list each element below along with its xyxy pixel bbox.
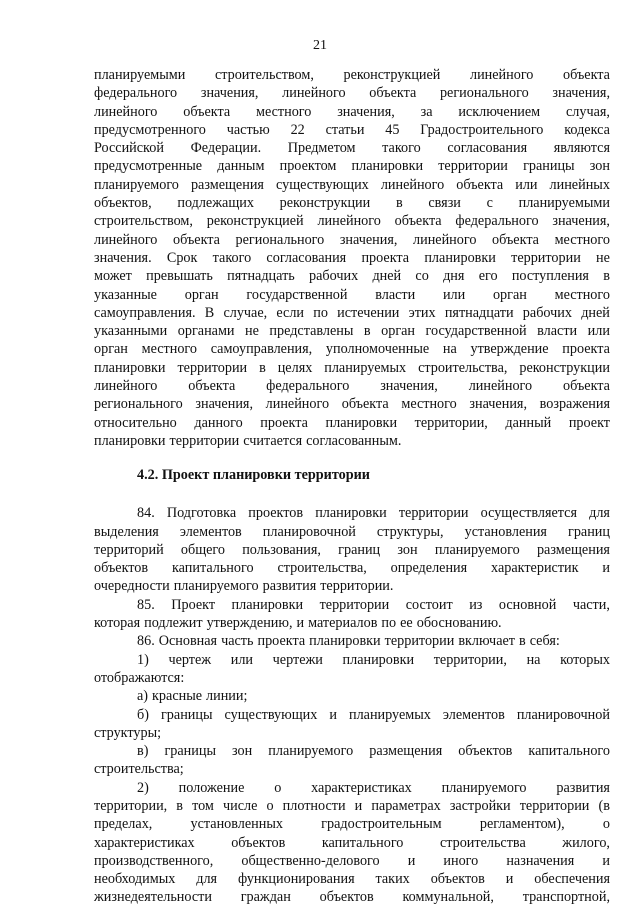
text-line: жизнедеятельности граждан объектов коммунальной, транспортной, <box>94 889 610 906</box>
text-line: может превышать пятнадцать рабочих дней со дня его поступления в <box>94 268 610 285</box>
text-line: планировки территории в целях планируемых строительства, реконструкции <box>94 359 610 376</box>
page-content <box>94 66 610 907</box>
text-line: объектов, подлежащих реконструкции в связи с планируемыми <box>94 195 610 212</box>
text-line: выделения элементов планировочной структуры, установления границ <box>94 523 610 540</box>
text-line: строительства; <box>94 761 184 778</box>
section-heading: 4.2. Проект планировки территории <box>137 467 370 484</box>
text-line: территории, в том числе о плотности и параметрах застройки территории (в <box>94 797 610 814</box>
text-line: производственного, общественно-делового и иного назначения и <box>94 852 610 869</box>
text-line: территорий общего пользования, границ зон планируемого размещения <box>94 541 610 558</box>
text-line: 84. Подготовка проектов планировки территории осуществляется для <box>137 505 610 522</box>
text-line: значения. Срок такого согласования проекта планировки территории не <box>94 249 610 266</box>
text-line: структуры; <box>94 724 162 741</box>
text-line: Российской Федерации. Предметом такого согласования являются <box>94 140 610 157</box>
text-line: планировки территории считается согласованным. <box>94 432 402 449</box>
paragraph-block-approval <box>94 66 610 450</box>
text-line: характеристиках объектов капитального строительства жилого, <box>94 834 610 851</box>
text-line: указанные орган государственной власти или орган местного <box>94 286 610 303</box>
text-line: очередности планируемого развития территории. <box>94 578 394 595</box>
text-line: планируемыми строительством, реконструкцией линейного объекта <box>94 67 610 83</box>
text-line: относительно данного проекта планировки территории, данный проект <box>94 414 610 431</box>
text-line: в) границы зон планируемого размещения объектов капитального <box>137 743 610 760</box>
text-line: 85. Проект планировки территории состоит из основной части, <box>137 596 610 613</box>
text-line: отображаются: <box>94 669 185 686</box>
text-line: строительством, реконструкцией линейного объекта федерального значения, <box>94 213 610 230</box>
text-line: самоуправления. В случае, если по истечении этих пятнадцати рабочих дней <box>94 304 610 321</box>
text-line: б) границы существующих и планируемых элементов планировочной <box>137 706 610 723</box>
text-line: 2) положение о характеристиках планируемого развития <box>137 779 610 796</box>
page-number: 21 <box>313 38 327 53</box>
text-line: объектов капитального строительства, определения характеристик и <box>94 560 610 577</box>
text-line: регионального значения, линейного объекта местного значения, возражения <box>94 396 610 413</box>
text-line: которая подлежит утверждению, и материалов по ее обоснованию. <box>94 615 502 632</box>
text-line: пределах, установленных градостроительным регламентом), о <box>94 816 610 833</box>
text-line: необходимых для функционирования таких объектов и обеспечения <box>94 871 610 888</box>
text-line: 86. Основная часть проекта планировки территории включает в себя: <box>137 633 560 650</box>
text-line: указанными органами не представлены в орган государственной власти или <box>94 323 610 340</box>
text-line: предусмотренного частью 22 статьи 45 Градостроительного кодекса <box>94 121 610 138</box>
text-line: федерального значения, линейного объекта регионального значения, <box>94 85 610 102</box>
text-line: орган местного самоуправления, уполномоченные на утверждение проекта <box>94 341 610 358</box>
text-line: линейного объекта регионального значения, линейного объекта местного <box>94 231 610 248</box>
text-line: планируемого размещения существующих линейного объекта или линейных <box>94 176 610 193</box>
text-line: линейного объекта местного значения, за исключением случая, <box>94 103 610 120</box>
text-line: а) красные линии; <box>137 688 248 705</box>
paragraph-block-planning-project <box>94 504 610 907</box>
text-line: линейного объекта федерального значения, линейного объекта <box>94 378 610 395</box>
text-line: предусмотренные данным проектом планировки территории границы зон <box>94 158 610 175</box>
text-line: 1) чертеж или чертежи планировки территории, на которых <box>137 651 610 668</box>
